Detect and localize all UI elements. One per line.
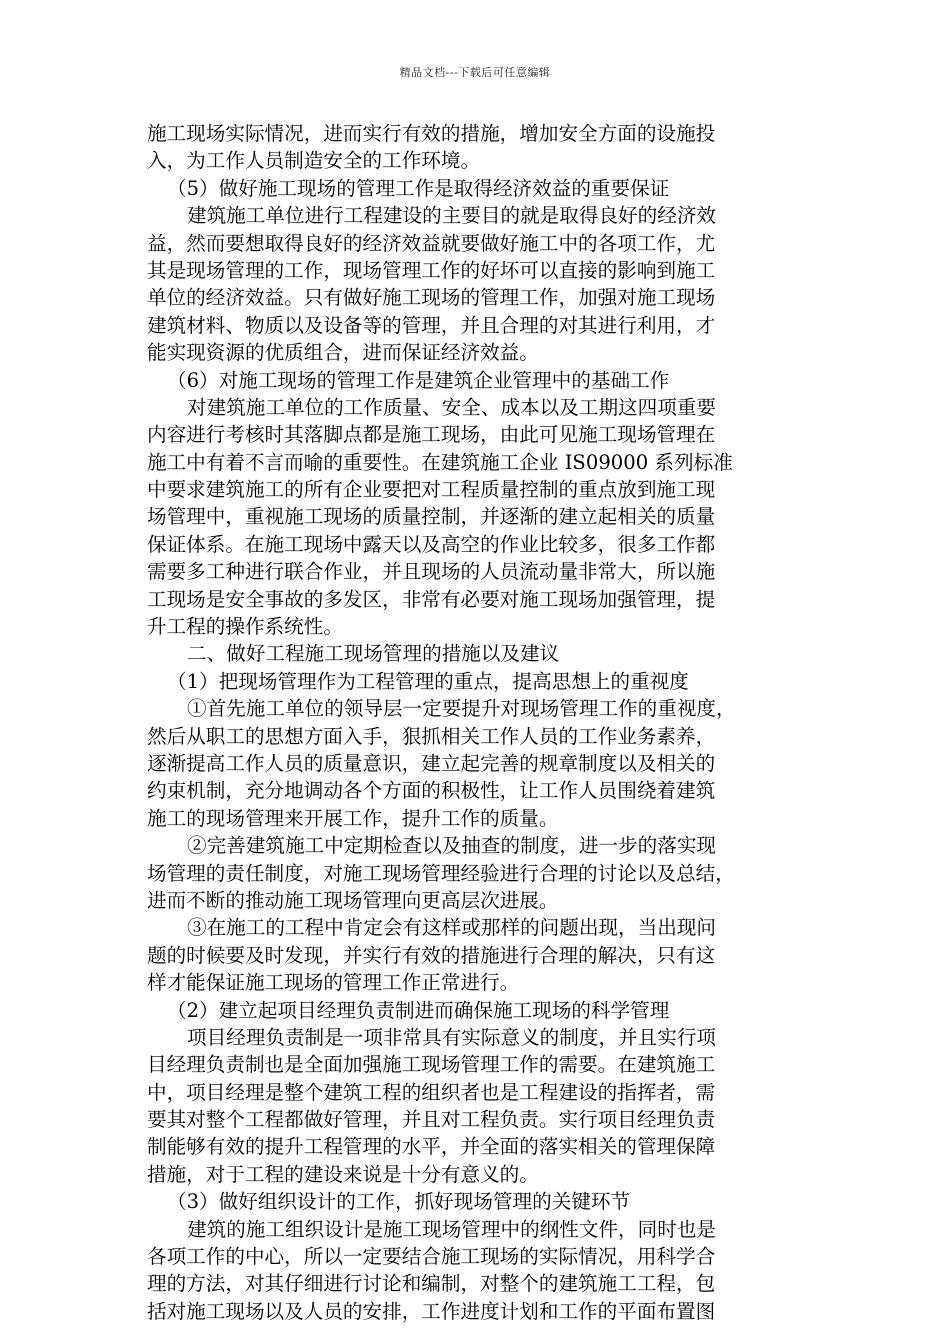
text-line: 对建筑施工单位的工作质量、安全、成本以及工期这四项重要: [187, 395, 717, 419]
text-line: （5）做好施工现场的管理工作是取得经济效益的重要保证: [167, 176, 670, 200]
text-line: 单位的经济效益。只有做好施工现场的管理工作，加强对施工现场: [147, 286, 716, 310]
text-line: 然后从职工的思想方面入手，狠抓相关工作人员的工作业务素养，: [147, 724, 716, 748]
text-line: 项目经理负责制是一项非常具有实际意义的制度，并且实行项: [187, 1025, 717, 1049]
text-line: 中要求建筑施工的所有企业要把对工程质量控制的重点放到施工现: [147, 478, 716, 502]
text-line: 约束机制，充分地调动各个方面的积极性，让工作人员围绕着建筑: [147, 779, 716, 803]
text-line: 施工的现场管理来开展工作，提升工作的质量。: [147, 806, 559, 830]
text-line: 题的时候要及时发现，并实行有效的措施进行合理的解决，只有这: [147, 943, 716, 967]
text-line: 场管理中，重视施工现场的质量控制，并逐渐的建立起相关的质量: [147, 505, 716, 529]
text-line: 需要多工种进行联合作业，并且现场的人员流动量非常大，所以施: [147, 560, 716, 584]
text-line: 其是现场管理的工作，现场管理工作的好坏可以直接的影响到施工: [147, 258, 716, 282]
text-line: ①首先施工单位的领导层一定要提升对现场管理工作的重视度，: [187, 697, 736, 721]
text-line: 样才能保证施工现场的管理工作正常进行。: [147, 971, 520, 995]
text-line: 要其对整个工程都做好管理，并且对工程负责。实行项目经理负责: [147, 1108, 716, 1132]
text-line: 入，为工作人员制造安全的工作环境。: [147, 149, 481, 173]
text-line: 场管理的责任制度，对施工现场管理经验进行合理的讨论以及总结，: [147, 861, 735, 885]
text-line: 建筑材料、物质以及设备等的管理，并且合理的对其进行利用，才: [147, 313, 716, 337]
text-line: 各项工作的中心，所以一定要结合施工现场的实际情况，用科学合: [147, 1245, 716, 1269]
text-line: 目经理负责制也是全面加强施工现场管理工作的需要。在建筑施工: [147, 1053, 716, 1077]
text-line: 能实现资源的优质组合，进而保证经济效益。: [147, 341, 539, 365]
text-line: （3）做好组织设计的工作，抓好现场管理的关键环节: [167, 1190, 631, 1214]
document-body: [147, 120, 807, 1325]
text-line: （1）把现场管理作为工程管理的重点，提高思想上的重视度: [167, 669, 689, 693]
text-line: 措施，对于工程的建设来说是十分有意义的。: [147, 1162, 539, 1186]
text-line: 施工中有着不言而喻的重要性。在建筑施工企业 IS09000 系列标准: [147, 450, 733, 474]
text-line: 施工现场实际情况，进而实行有效的措施，增加安全方面的设施投: [147, 122, 716, 145]
text-line: （2）建立起项目经理负责制进而确保施工现场的科学管理: [167, 998, 670, 1022]
text-line: 二、做好工程施工现场管理的措施以及建议: [187, 642, 560, 666]
text-line: 升工程的操作系统性。: [147, 615, 343, 639]
text-line: 工现场是安全事故的多发区，非常有必要对施工现场加强管理，提: [147, 587, 716, 611]
text-line: 制能够有效的提升工程管理的水平，并全面的落实相关的管理保障: [147, 1135, 716, 1159]
text-line: 保证体系。在施工现场中露天以及高空的作业比较多，很多工作都: [147, 532, 716, 556]
text-line: 进而不断的推动施工现场管理向更高层次进展。: [147, 888, 559, 912]
text-line: 内容进行考核时其落脚点都是施工现场，由此可见施工现场管理在: [147, 423, 716, 447]
text-line: 括对施工现场以及人员的安排，工作进度计划和工作的平面布置图: [147, 1299, 716, 1323]
page-header: 精品文档---下载后可任意编辑: [399, 66, 551, 79]
text-line: ③在施工的工程中肯定会有这样或那样的问题出现，当出现问: [187, 916, 717, 940]
text-line: 建筑施工单位进行工程建设的主要目的就是取得良好的经济效: [187, 204, 717, 228]
text-line: ②完善建筑施工中定期检查以及抽查的制度，进一步的落实现: [187, 834, 717, 858]
text-line: 中，项目经理是整个建筑工程的组织者也是工程建设的指挥者，需: [147, 1080, 716, 1104]
text-line: 逐渐提高工作人员的质量意识，建立起完善的规章制度以及相关的: [147, 751, 716, 775]
text-line: 理的方法，对其仔细进行讨论和编制，对整个的建筑施工工程，包: [147, 1272, 716, 1296]
text-line: 建筑的施工组织设计是施工现场管理中的纲性文件，同时也是: [187, 1217, 717, 1241]
text-line: （6）对施工现场的管理工作是建筑企业管理中的基础工作: [167, 368, 670, 392]
text-line: 益，然而要想取得良好的经济效益就要做好施工中的各项工作，尤: [147, 231, 716, 255]
